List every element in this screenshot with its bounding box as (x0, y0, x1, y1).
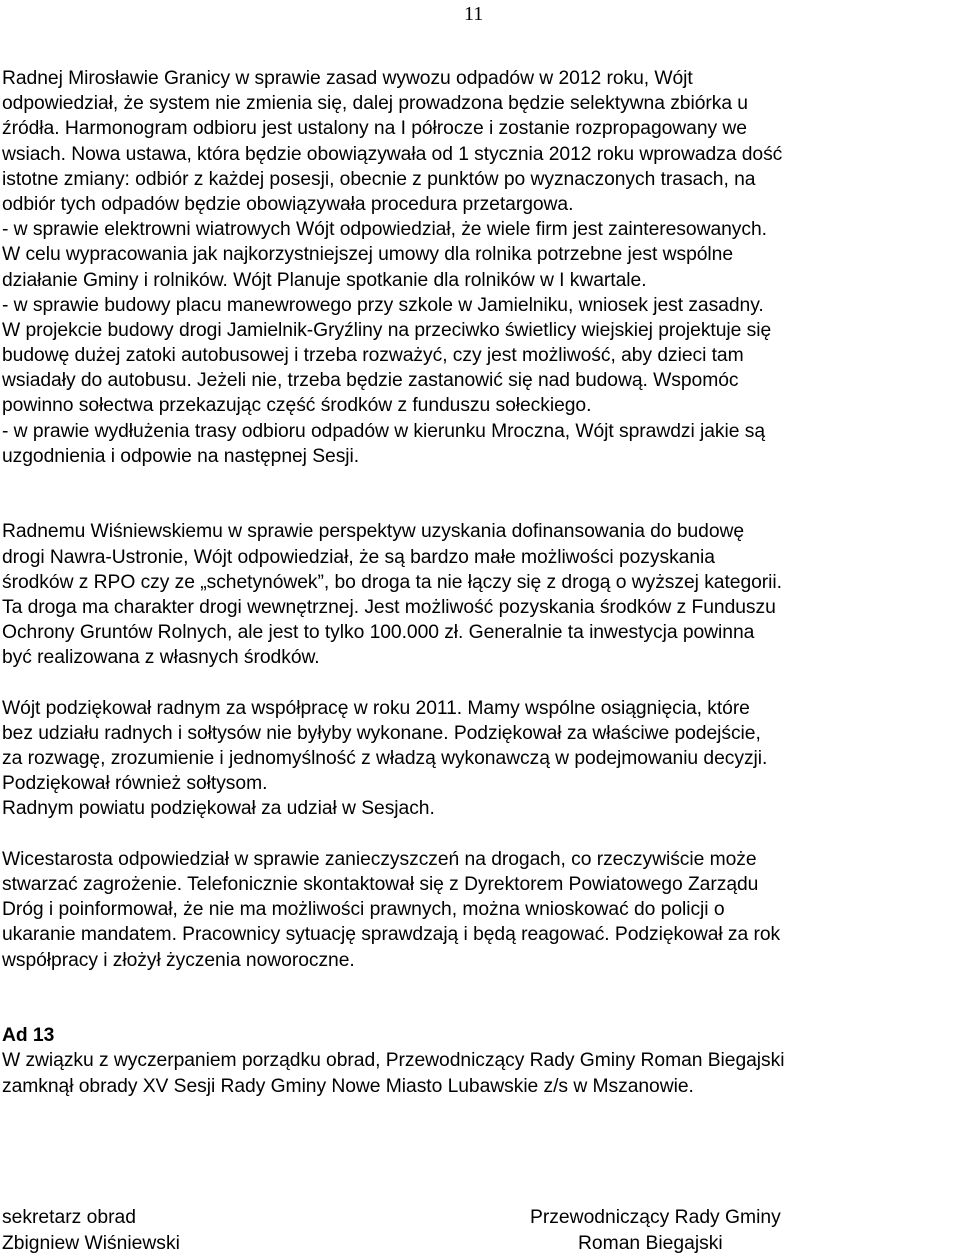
text-line: - w sprawie elektrowni wiatrowych Wójt odpowiedział, że wiele firm jest zainteresowanych. (2, 219, 767, 241)
text-line: - w sprawie budowy placu manewrowego przy szkole w Jamielniku, wniosek jest zasadny. (2, 294, 764, 316)
text-line: stwarzać zagrożenie. Telefonicznie skontaktował się z Dyrektorem Powiatowego Zarządu (2, 874, 759, 896)
signature-name: Zbigniew Wiśniewski (2, 1232, 180, 1254)
signature-role: sekretarz obrad (2, 1207, 136, 1228)
text-line: W projekcie budowy drogi Jamielnik-Gryźliny na przeciwko świetlicy wiejskiej projektuje się (2, 319, 772, 341)
text-line: działanie Gminy i rolników. Wójt Planuje spotkanie dla rolników w I kwartale. (2, 269, 647, 291)
paragraph-thanks (2, 696, 960, 822)
page-number: 11 (464, 3, 484, 25)
text-line: wsiadały do autobusu. Jeżeli nie, trzeba będzie zastanowić się nad budową. Wspomóc (2, 370, 739, 392)
text-line: istotne zmiany: odbiór z każdej posesji, obecnie z punktów po wyznaczonych trasach, na (2, 168, 756, 190)
text-line: zamknął obrady XV Sesji Rady Gminy Nowe Miasto Lubawskie z/s w Mszanowie. (2, 1075, 694, 1097)
paragraph-spacer (2, 469, 960, 519)
text-line: Wójt podziękował radnym za współpracę w roku 2011. Mamy wspólne osiągnięcia, które (2, 697, 750, 719)
text-line: współpracy i złożył życzenia noworoczne. (2, 949, 355, 971)
text-line: za rozwagę, zrozumienie i jednomyślność z władzą wykonawczą w podejmowaniu decyzji. (2, 748, 768, 770)
signature-name: Roman Biegajski (578, 1232, 723, 1254)
text-line: Ta droga ma charakter drogi wewnętrznej. Jest możliwość pozyskania środków z Funduszu (2, 596, 776, 618)
text-line: źródła. Harmonogram odbioru jest ustalony na I półrocze i zostanie rozpropagowany we (2, 118, 747, 140)
paragraph-spacer (2, 973, 960, 1023)
text-line: wsiach. Nowa ustawa, która będzie obowiązywała od 1 stycznia 2012 roku wprowadza dość (2, 143, 783, 165)
text-line: środków z RPO czy ze „schetynówek”, bo droga ta nie łączy się z drogą o wyższej kategorii. (2, 571, 782, 593)
document-body (2, 66, 960, 1099)
section-ad-13 (2, 1023, 960, 1099)
text-line: Radnej Mirosławie Granicy w sprawie zasad wywozu odpadów w 2012 roku, Wójt (2, 68, 693, 89)
paragraph-answer-wisniewski (2, 519, 960, 670)
text-line: Radnym powiatu podziękował za udział w Sesjach. (2, 798, 435, 820)
text-line: odbiór tych odpadów będzie obowiązywała procedura przetargowa. (2, 193, 574, 215)
text-line: budowę dużej zatoki autobusowej i trzeba rozważyć, czy jest możliwość, aby dzieci tam (2, 345, 744, 367)
signature-chairman (530, 1205, 781, 1256)
paragraph-answers-granica (2, 66, 960, 469)
paragraph-wicestarosta (2, 847, 960, 973)
section-heading: Ad 13 (2, 1025, 55, 1047)
text-line: W związku z wyczerpaniem porządku obrad, Przewodniczący Rady Gminy Roman Biegajski (2, 1050, 785, 1072)
signature-secretary (2, 1205, 180, 1256)
text-line: Dróg i poinformował, że nie ma możliwości prawnych, można wnioskować do policji o (2, 899, 725, 921)
text-line: uzgodnienia i odpowie na następnej Sesji. (2, 445, 360, 467)
text-line: odpowiedział, że system nie zmienia się, dalej prowadzona będzie selektywna zbiórka u (2, 93, 748, 115)
text-line: Podziękował również sołtysom. (2, 773, 268, 795)
text-line: ukaranie mandatem. Pracownicy sytuację sprawdzają i będą reagować. Podziękował za rok (2, 924, 781, 946)
text-line: Wicestarosta odpowiedział w sprawie zanieczyszczeń na drogach, co rzeczywiście może (2, 848, 757, 870)
text-line: bez udziału radnych i sołtysów nie byłyby wykonane. Podziękował za właściwe podejście, (2, 722, 761, 744)
text-line: być realizowana z własnych środków. (2, 647, 320, 669)
text-line: - w prawie wydłużenia trasy odbioru odpadów w kierunku Mroczna, Wójt sprawdzi jakie są (2, 420, 765, 442)
paragraph-spacer (2, 671, 960, 696)
text-line: W celu wypracowania jak najkorzystniejszej umowy dla rolnika potrzebne jest wspólne (2, 244, 734, 266)
paragraph-spacer (2, 822, 960, 847)
text-line: powinno sołectwa przekazując część środków z funduszu sołeckiego. (2, 395, 592, 417)
text-line: Ochrony Gruntów Rolnych, ale jest to tylko 100.000 zł. Generalnie ta inwestycja powinna (2, 622, 755, 644)
text-line: drogi Nawra-Ustronie, Wójt odpowiedział, że są bardzo małe możliwości pozyskania (2, 546, 715, 568)
text-line: Radnemu Wiśniewskiemu w sprawie perspektyw uzyskania dofinansowania do budowę (2, 521, 745, 543)
signature-role: Przewodniczący Rady Gminy (530, 1207, 781, 1228)
